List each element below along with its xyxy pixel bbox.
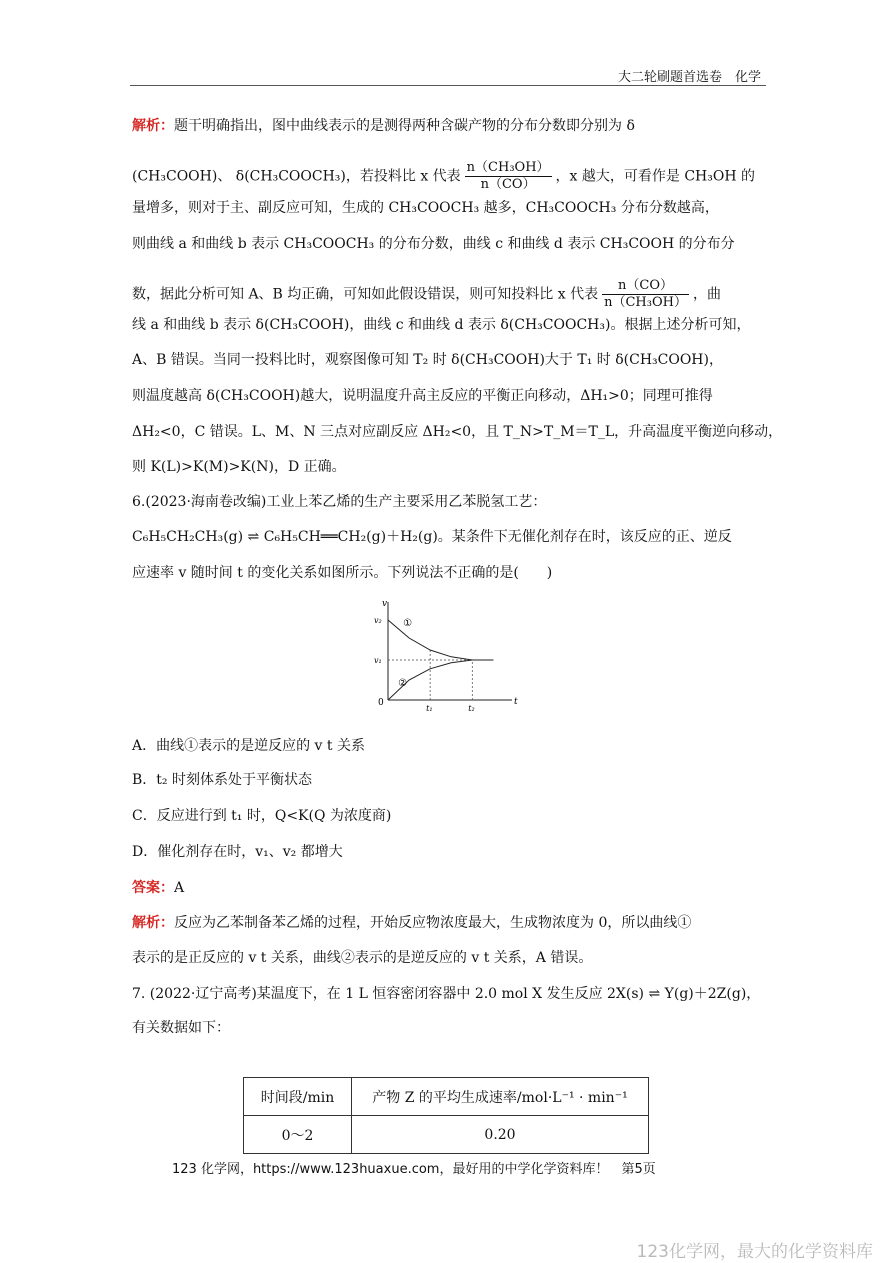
analysis2-line1 xyxy=(132,913,772,933)
fraction-2 xyxy=(602,278,689,311)
y-tick-label: v₁ xyxy=(374,656,382,665)
analysis2-line2: 表示的是正反应的 v t 关系，曲线②表示的是逆反应的 v t 关系，A 错误。 xyxy=(132,950,593,966)
analysis1-line4: 则曲线 a 和曲线 b 表示 CH₃COOCH₃ 的分布分数，曲线 c 和曲线 d 表示 CH₃COOH 的分布分 xyxy=(132,236,735,252)
analysis1-line3: 量增多，则对于主、副反应可知，生成的 CH₃COOCH₃ 越多，CH₃COOCH₃ 分布分数越高， xyxy=(132,200,719,216)
watermark: 123化学网，最大的化学资料库 xyxy=(636,1242,873,1262)
header-divider xyxy=(130,85,766,86)
x-tick-label: t₁ xyxy=(426,704,433,713)
analysis1-text1: 题干明确指出，图中曲线表示的是测得两种含碳产物的分布分数即分别为 δ xyxy=(174,118,635,134)
data-table xyxy=(243,1077,649,1154)
fraction-2-denominator: n（CH₃OH） xyxy=(604,295,687,310)
x-axis-label: t xyxy=(514,697,518,707)
y-tick-label: v₂ xyxy=(374,616,382,625)
option-b: B．t₂ 时刻体系处于平衡状态 xyxy=(132,772,312,788)
table-row xyxy=(244,1116,649,1154)
analysis1-line9: ΔH₂<0，C 错误。L、M、N 三点对应副反应 ΔH₂<0，且 T_N>T_M＝T_L，升高温度平衡逆向移动， xyxy=(132,424,783,440)
analysis1-line10: 则 K(L)>K(M)>K(N)，D 正确。 xyxy=(132,459,346,475)
table-header-cell: 时间段/min xyxy=(244,1078,352,1116)
analysis1-line2 xyxy=(132,160,772,193)
table-header-row xyxy=(244,1078,649,1116)
option-d: D．催化剂存在时，v₁、v₂ 都增大 xyxy=(132,844,343,860)
analysis1-line7: A、B 错误。当同一投料比时，观察图像可知 T₂ 时 δ(CH₃COOH)大于 T₁ 时 δ(CH₃COOH)， xyxy=(132,352,723,368)
analysis2-text1: 反应为乙苯制备苯乙烯的过程，开始反应物浓度最大，生成物浓度为 0，所以曲线① xyxy=(174,915,692,931)
origin-label: 0 xyxy=(378,698,384,708)
page-footer: 123 化学网，https://www.123huaxue.com，最好用的中学化学资料库！ 第5页 xyxy=(172,1162,656,1177)
x-tick-label: t₂ xyxy=(468,704,475,713)
option-c: C．反应进行到 t₁ 时，Q<K(Q 为浓度商) xyxy=(132,808,392,824)
series-label-1: ① xyxy=(403,618,413,629)
y-axis-label: v xyxy=(382,599,388,609)
table-cell: 0.20 xyxy=(352,1116,649,1154)
analysis2-label: 解析： xyxy=(132,915,174,931)
answer-value: A xyxy=(174,880,185,896)
analysis-label: 解析： xyxy=(132,118,174,134)
answer-line xyxy=(132,878,772,898)
fraction-1-numerator: n（CH₃OH） xyxy=(466,160,550,175)
header-title: 大二轮刷题首选卷 化学 xyxy=(617,70,761,85)
analysis1-text2b: ，x 越大，可看作是 CH₃OH 的 xyxy=(555,168,756,185)
analysis1-line1 xyxy=(132,116,772,136)
analysis1-text2a: (CH₃COOH)、 δ(CH₃COOCH₃)，若投料比 x 代表 xyxy=(132,168,461,185)
question6-line2: C₆H₅CH₂CH₃(g) ⇌ C₆H₅CH══CH₂(g)＋H₂(g)。某条件下无催化剂存在时，该反应的正、逆反 xyxy=(132,529,732,545)
analysis1-line6: 线 a 和曲线 b 表示 δ(CH₃COOH)，曲线 c 和曲线 d 表示 δ(CH₃COOCH₃)。根据上述分析可知， xyxy=(132,317,751,333)
table-cell: 0～2 xyxy=(244,1116,352,1154)
analysis1-text5b: ，曲 xyxy=(692,286,721,303)
rate-time-chart xyxy=(368,598,518,720)
question7-line1: 7. (2022·辽宁高考)某温度下，在 1 L 恒容密闭容器中 2.0 mol X 发生反应 2X(s) ⇌ Y(g)＋2Z(g)， xyxy=(132,986,761,1002)
analysis1-line5 xyxy=(132,278,772,311)
question7-line2: 有关数据如下： xyxy=(132,1020,230,1036)
analysis1-line8: 则温度越高 δ(CH₃COOH)越大，说明温度升高主反应的平衡正向移动，ΔH₁>0；同理可推得 xyxy=(132,388,713,404)
answer-label: 答案： xyxy=(132,880,174,896)
analysis1-text5a: 数，据此分析可知 A、B 均正确，可知如此假设错误，则可知投料比 x 代表 xyxy=(132,286,599,303)
fraction-2-numerator: n（CO） xyxy=(602,278,689,295)
question6-line1: 6.(2023·海南卷改编)工业上苯乙烯的生产主要采用乙苯脱氢工艺： xyxy=(132,494,547,510)
series-label-2: ② xyxy=(398,678,408,689)
option-a: A．曲线①表示的是逆反应的 v t 关系 xyxy=(132,738,365,754)
question6-line3: 应速率 v 随时间 t 的变化关系如图所示。下列说法不正确的是( ) xyxy=(132,565,553,581)
fraction-1-denominator: n（CO） xyxy=(480,177,536,192)
fraction-1 xyxy=(465,160,552,193)
table-header-cell: 产物 Z 的平均生成速率/mol·L⁻¹ · min⁻¹ xyxy=(352,1078,649,1116)
